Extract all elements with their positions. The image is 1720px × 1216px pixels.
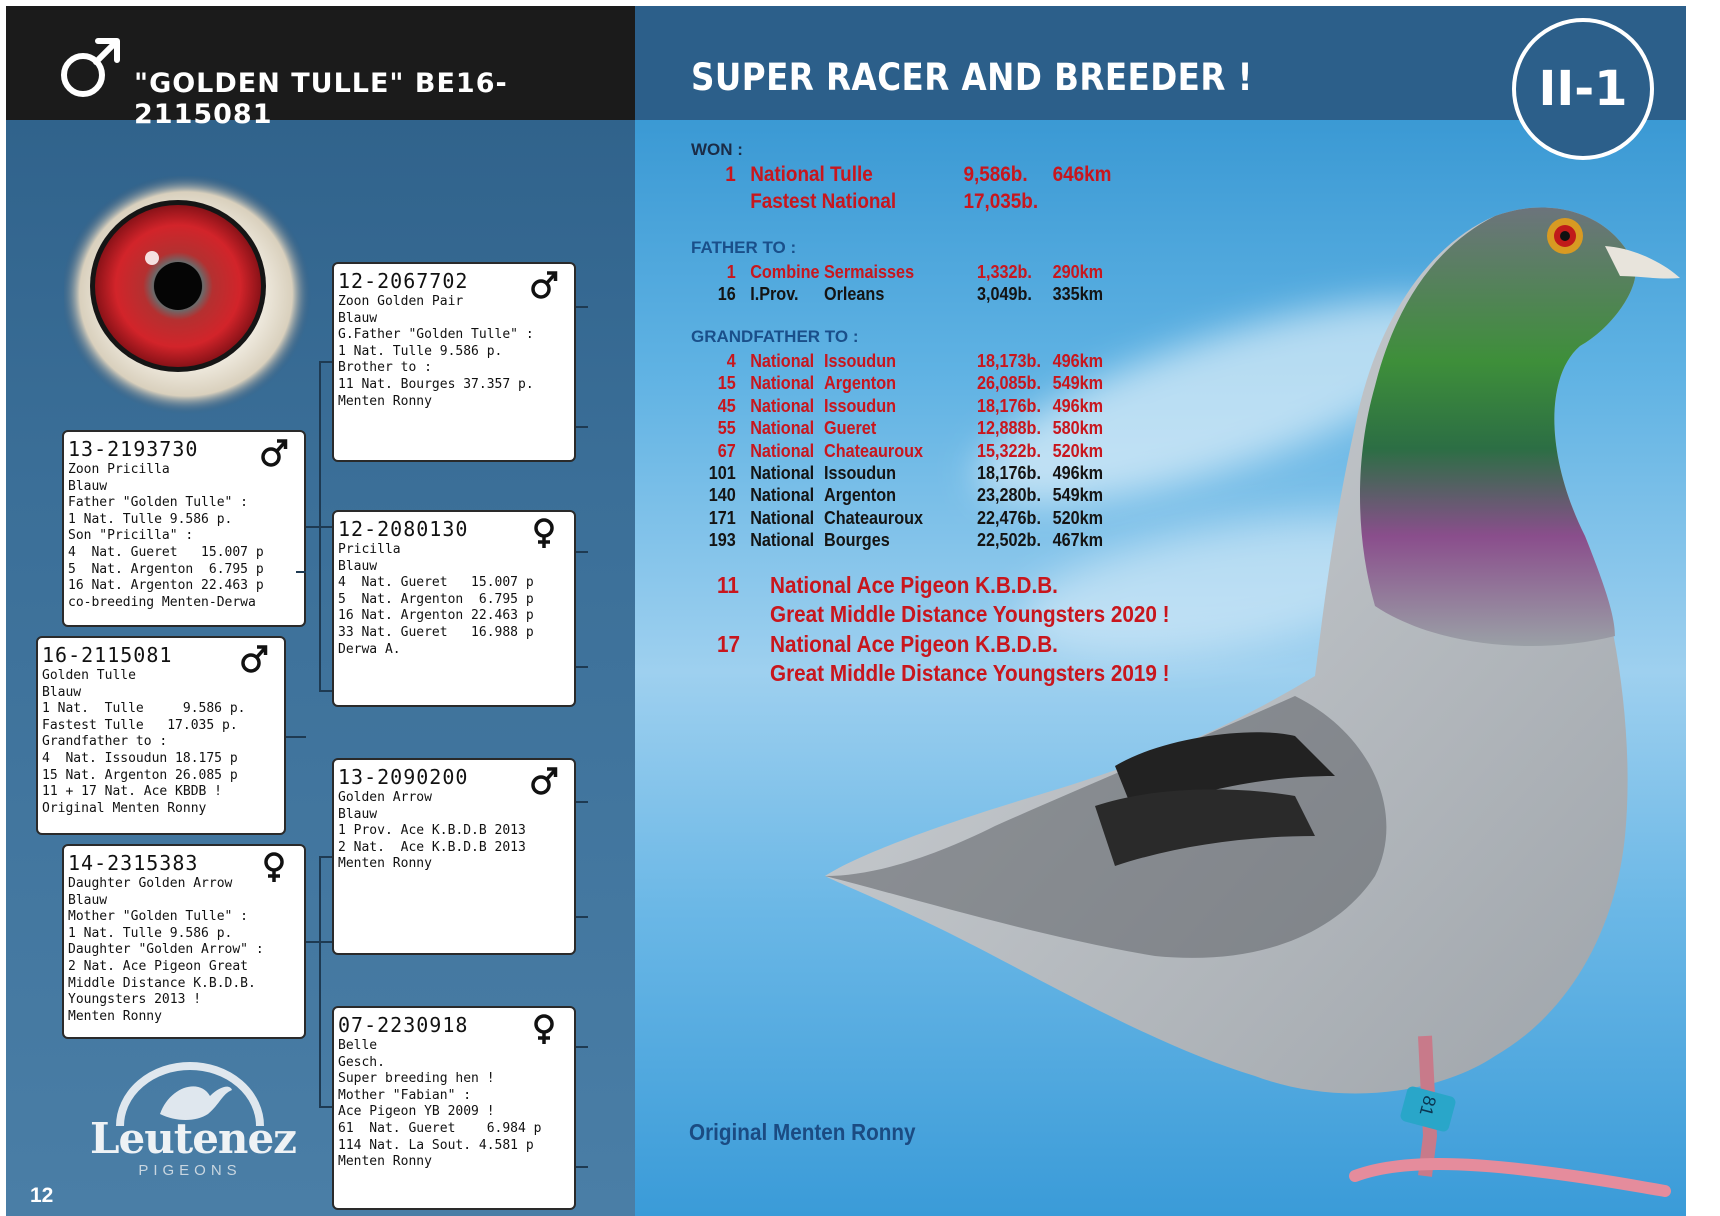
- pedigree-connector: [576, 426, 588, 428]
- pedigree-connector: [576, 551, 588, 553]
- pedigree-line: 114 Nat. La Sout. 4.581 p: [338, 1137, 534, 1153]
- leg-ring-tag: 81: [1415, 1093, 1441, 1119]
- pedigree-connector: [319, 856, 332, 858]
- result-row: [635, 441, 1535, 463]
- result-race: Gueret: [824, 418, 877, 439]
- pedigree-line: Zoon Pricilla: [68, 462, 170, 477]
- logo-name: Leutenez: [90, 1114, 297, 1163]
- result-race: Orleans: [824, 284, 885, 304]
- pedigree-line: Golden Arrow: [338, 790, 432, 805]
- pedigree-line: Grandfather to :: [42, 734, 168, 750]
- pedigree-line: 1 Nat. Tulle 9.586 p.: [68, 925, 233, 941]
- pedigree-line: Youngsters 2013 !: [68, 992, 202, 1008]
- pedigree-card: [332, 510, 576, 707]
- pedigree-line: Daughter Golden Arrow: [68, 876, 233, 891]
- result-row: [635, 396, 1535, 418]
- result-row: [635, 284, 1535, 306]
- pedigree-connector: [576, 306, 588, 308]
- pedigree-line: Zoon Golden Pair: [338, 294, 464, 309]
- result-row: [635, 418, 1535, 440]
- pedigree-connector: [319, 361, 332, 363]
- result-birds: 18,176b.: [977, 395, 1041, 416]
- result-distance: 520km: [1052, 507, 1104, 528]
- pedigree-connector: [576, 1046, 588, 1048]
- result-place: 1: [726, 262, 736, 282]
- result-place: 193: [708, 530, 736, 551]
- catalog-page: [6, 6, 1686, 1216]
- result-birds: 26,085b.: [977, 373, 1041, 394]
- result-race: National Tulle: [750, 163, 873, 186]
- ring-number: 12-2067702: [338, 269, 469, 293]
- pedigree-line: Son "Pricilla" :: [68, 528, 194, 544]
- pedigree-line: 15 Nat. Argenton 26.085 p: [42, 767, 238, 783]
- pedigree-line: Derwa A.: [338, 641, 401, 657]
- result-place: 140: [708, 485, 736, 506]
- result-place: 16: [717, 284, 736, 304]
- ace-subtitle: Great Middle Distance Youngsters 2019 !: [770, 660, 1170, 686]
- result-distance: 467km: [1052, 530, 1104, 551]
- pedigree-line: 4 Nat. Issoudun 18.175 p: [42, 750, 238, 766]
- result-distance: 646km: [1052, 163, 1112, 186]
- results-panel: [635, 6, 1686, 1216]
- pedigree-connector: [576, 916, 588, 918]
- result-row: [635, 351, 1535, 373]
- result-level: National: [750, 395, 815, 416]
- result-birds: 17,035b.: [963, 190, 1039, 213]
- pedigree-connector: [319, 361, 321, 691]
- pigeon-photo: [735, 176, 1686, 1216]
- result-race: Fastest National: [750, 190, 897, 213]
- result-place: 101: [708, 463, 736, 483]
- pedigree-line: Blauw: [338, 806, 378, 822]
- ring-number: 14-2315383: [68, 851, 199, 875]
- result-level: National: [750, 373, 815, 394]
- result-race: Bourges: [824, 530, 890, 551]
- pedigree-line: 5 Nat. Argenton 6.795 p: [68, 561, 264, 577]
- pedigree-line: 2 Nat. Ace K.B.D.B 2013: [338, 839, 526, 855]
- pedigree-line: Blauw: [68, 478, 108, 494]
- male-symbol-icon: [530, 268, 558, 302]
- pedigree-line: Blauw: [338, 310, 378, 326]
- origin-breeder: Original Menten Ronny: [689, 1119, 916, 1145]
- pedigree-connector: [576, 666, 588, 668]
- result-distance: 580km: [1052, 418, 1104, 439]
- pedigree-line: Ace Pigeon YB 2009 !: [338, 1104, 495, 1120]
- pedigree-line: Blauw: [42, 684, 82, 700]
- pedigree-line: 16 Nat. Argenton 22.463 p: [68, 578, 264, 594]
- pedigree-line: Original Menten Ronny: [42, 800, 207, 816]
- result-birds: 1,332b.: [977, 262, 1032, 282]
- won-label: WON :: [691, 140, 743, 159]
- pedigree-line: Pricilla: [338, 542, 401, 557]
- result-row: [635, 373, 1535, 395]
- result-race: Argenton: [824, 373, 896, 394]
- pedigree-line: Fastest Tulle 17.035 p.: [42, 717, 238, 733]
- result-row: [635, 262, 1535, 284]
- pedigree-line: 4 Nat. Gueret 15.007 p: [68, 544, 264, 560]
- pedigree-line: 4 Nat. Gueret 15.007 p: [338, 575, 534, 591]
- results-title: SUPER RACER AND BREEDER !: [691, 56, 1253, 99]
- result-birds: 9,586b.: [963, 163, 1028, 186]
- pedigree-line: Brother to :: [338, 360, 432, 376]
- result-row: [635, 485, 1535, 507]
- result-row: [635, 163, 1535, 185]
- pedigree-line: Menten Ronny: [338, 856, 432, 872]
- result-place: 171: [708, 507, 736, 528]
- result-level: I.Prov.: [750, 284, 799, 304]
- result-birds: 18,176b.: [977, 463, 1041, 483]
- result-level: National: [750, 530, 815, 551]
- catalog-number-badge: II-1: [1512, 18, 1654, 160]
- pedigree-line: Father "Golden Tulle" :: [68, 495, 249, 511]
- pedigree-line: Mother "Golden Tulle" :: [68, 909, 249, 925]
- result-row: [635, 190, 1535, 212]
- pigeon-name-ring: "GOLDEN TULLE" BE16-2115081: [134, 68, 508, 130]
- result-place: 55: [717, 418, 736, 439]
- result-birds: 22,476b.: [977, 507, 1041, 528]
- grandfather-to-label: GRANDFATHER TO :: [691, 327, 859, 346]
- female-symbol-icon: [530, 516, 558, 550]
- result-level: National: [750, 418, 815, 439]
- logo-subtitle: PIGEONS: [138, 1162, 242, 1179]
- pedigree-line: 1 Nat. Tulle 9.586 p.: [68, 511, 233, 527]
- pedigree-line: 61 Nat. Gueret 6.984 p: [338, 1120, 542, 1136]
- result-row: [635, 530, 1535, 552]
- pedigree-line: Menten Ronny: [338, 1154, 432, 1170]
- ring-number: 16-2115081: [42, 643, 173, 667]
- pedigree-line: 1 Prov. Ace K.B.D.B 2013: [338, 823, 526, 839]
- pigeon-eye-photo: [64, 176, 320, 426]
- pedigree-connector: [319, 1106, 332, 1108]
- pedigree-header: [6, 6, 635, 130]
- result-place: 15: [717, 373, 736, 394]
- result-distance: 335km: [1052, 284, 1104, 304]
- result-race: Chateauroux: [824, 507, 924, 528]
- pedigree-card: [62, 430, 306, 627]
- pedigree-connector: [576, 801, 588, 803]
- pedigree-line: Super breeding hen !: [338, 1071, 495, 1087]
- result-race: Chateauroux: [824, 440, 924, 461]
- pedigree-line: 16 Nat. Argenton 22.463 p: [338, 608, 534, 624]
- result-race: Issoudun: [824, 395, 896, 416]
- pedigree-line: Menten Ronny: [338, 393, 432, 409]
- ring-number: 12-2080130: [338, 517, 469, 541]
- result-level: National: [750, 463, 815, 483]
- pedigree-line: 1 Nat. Tulle 9.586 p.: [42, 701, 246, 717]
- pedigree-connector: [286, 736, 306, 738]
- result-race: Sermaisses: [824, 262, 915, 282]
- result-birds: 23,280b.: [977, 485, 1041, 506]
- ace-title: National Ace Pigeon K.B.D.B.: [770, 572, 1058, 598]
- ring-number: 13-2193730: [68, 437, 199, 461]
- result-race: Issoudun: [824, 351, 896, 371]
- result-race: Argenton: [824, 485, 896, 506]
- result-distance: 549km: [1052, 485, 1104, 506]
- page-number: 12: [30, 1184, 54, 1207]
- pedigree-line: 33 Nat. Gueret 16.988 p: [338, 624, 534, 640]
- result-distance: 549km: [1052, 373, 1104, 394]
- ace-place: 17: [717, 631, 741, 657]
- pedigree-line: 2 Nat. Ace Pigeon Great: [68, 958, 249, 974]
- father-to-label: FATHER TO :: [691, 238, 797, 257]
- ace-subtitle: Great Middle Distance Youngsters 2020 !: [770, 601, 1170, 627]
- ring-number: 07-2230918: [338, 1013, 469, 1037]
- pedigree-line: Menten Ronny: [68, 1008, 162, 1024]
- pedigree-card: [62, 844, 306, 1039]
- pedigree-line: co-breeding Menten-Derwa: [68, 594, 256, 610]
- result-place: 45: [717, 395, 736, 416]
- result-place: 1: [725, 163, 736, 186]
- pedigree-line: Belle: [338, 1038, 378, 1053]
- result-distance: 290km: [1052, 262, 1104, 282]
- pedigree-connector: [296, 571, 306, 573]
- male-symbol-icon: [240, 642, 268, 676]
- pedigree-line: 5 Nat. Argenton 6.795 p: [338, 591, 534, 607]
- pedigree-line: 1 Nat. Tulle 9.586 p.: [338, 343, 503, 359]
- pedigree-line: Blauw: [68, 892, 108, 908]
- female-symbol-icon: [530, 1012, 558, 1046]
- result-level: National: [750, 507, 815, 528]
- result-race: Issoudun: [824, 463, 896, 483]
- female-symbol-icon: [260, 850, 288, 884]
- pedigree-connector: [319, 856, 321, 1106]
- result-level: National: [750, 351, 815, 371]
- result-distance: 496km: [1052, 351, 1104, 371]
- ring-number: 13-2090200: [338, 765, 469, 789]
- pedigree-line: Daughter "Golden Arrow" :: [68, 942, 264, 958]
- result-level: National: [750, 485, 815, 506]
- male-symbol-icon: [530, 764, 558, 798]
- pedigree-line: Middle Distance K.B.D.B.: [68, 975, 256, 991]
- result-birds: 15,322b.: [977, 440, 1041, 461]
- pedigree-line: Golden Tulle: [42, 668, 136, 683]
- result-level: National: [750, 440, 815, 461]
- result-birds: 3,049b.: [977, 284, 1032, 304]
- result-birds: 12,888b.: [977, 418, 1041, 439]
- male-symbol-icon: [260, 436, 288, 470]
- male-symbol-icon: [56, 32, 126, 102]
- pedigree-line: Gesch.: [338, 1054, 385, 1070]
- pedigree-line: 11 + 17 Nat. Ace KBDB !: [42, 784, 223, 800]
- pedigree-connector: [319, 690, 332, 692]
- pedigree-card: [332, 758, 576, 955]
- pedigree-line: Blauw: [338, 558, 378, 574]
- result-row: [635, 508, 1535, 530]
- pedigree-connector: [576, 1166, 588, 1168]
- pedigree-card: [332, 262, 576, 462]
- result-distance: 520km: [1052, 440, 1104, 461]
- pedigree-panel: [6, 6, 635, 1216]
- pedigree-line: Mother "Fabian" :: [338, 1087, 472, 1103]
- result-row: [635, 463, 1535, 485]
- ace-place: 11: [717, 572, 739, 598]
- pedigree-line: G.Father "Golden Tulle" :: [338, 327, 534, 343]
- result-distance: 496km: [1052, 395, 1104, 416]
- ace-title: National Ace Pigeon K.B.D.B.: [770, 631, 1058, 657]
- result-distance: 496km: [1052, 463, 1104, 483]
- pedigree-card: [36, 636, 286, 835]
- result-level: Combine: [750, 262, 820, 282]
- result-place: 67: [717, 440, 736, 461]
- pedigree-line: 11 Nat. Bourges 37.357 p.: [338, 376, 534, 392]
- result-birds: 18,173b.: [977, 351, 1041, 371]
- result-birds: 22,502b.: [977, 530, 1041, 551]
- result-place: 4: [726, 351, 736, 371]
- pedigree-card: [332, 1006, 576, 1210]
